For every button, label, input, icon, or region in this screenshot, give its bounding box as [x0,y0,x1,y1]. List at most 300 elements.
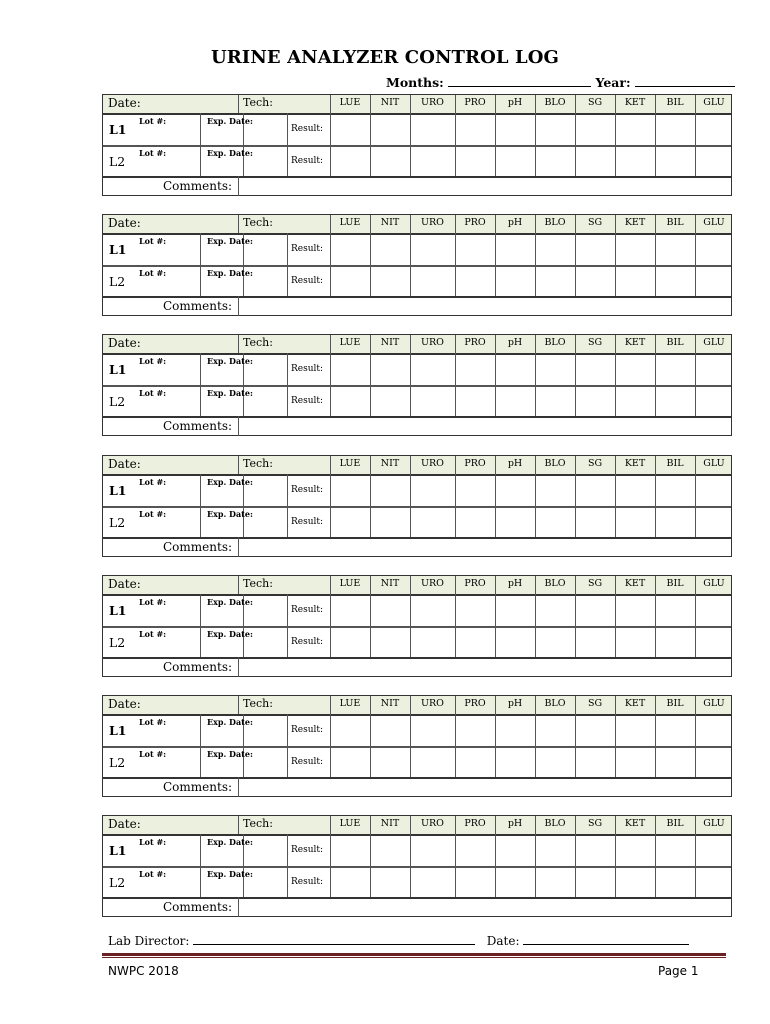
column-divider [287,233,288,296]
result-cell-ket[interactable] [616,476,654,504]
result-cell-sg[interactable] [576,476,614,504]
result-cell-pro[interactable] [456,596,494,624]
column-header-ph: pH [507,578,523,589]
column-divider [200,113,201,176]
column-divider [535,335,536,353]
result-label: Result: [291,124,324,134]
comments-field[interactable] [240,418,730,434]
result-cell-pro[interactable] [456,508,494,536]
exp-date-label: Exp. Date: [207,749,253,759]
result-cell-ph[interactable] [496,508,534,536]
result-cell-ph[interactable] [496,476,534,504]
result-cell-nit[interactable] [371,235,409,263]
result-cell-uro[interactable] [411,716,454,744]
column-divider [410,95,411,113]
result-cell-uro[interactable] [411,868,454,896]
column-divider [615,95,616,113]
result-cell-uro[interactable] [411,387,454,415]
column-divider [200,594,201,657]
comments-field[interactable] [240,539,730,555]
lab-director-line [108,933,689,948]
column-divider [200,353,201,416]
column-divider [370,816,371,834]
column-header-bil: BIL [666,97,684,108]
result-cell-uro[interactable] [411,355,454,383]
column-divider [330,456,331,474]
result-cell-bil[interactable] [656,387,694,415]
result-cell-glu[interactable] [696,596,732,624]
level-label-l1: L1 [109,483,127,498]
result-cell-bil[interactable] [656,716,694,744]
column-header-lue: LUE [339,337,361,348]
result-label: Result: [291,244,324,254]
level-label-l2: L2 [109,274,126,289]
result-cell-blo[interactable] [536,836,574,864]
column-header-lue: LUE [339,818,361,829]
column-divider [575,816,576,834]
column-header-glu: GLU [703,97,725,108]
comments-label: Comments: [163,780,233,794]
result-label: Result: [291,276,324,286]
result-cell-ket[interactable] [616,716,654,744]
year-field[interactable] [635,75,735,87]
result-cell-uro[interactable] [411,147,454,175]
lot-number-label: Lot #: [139,388,167,398]
result-cell-lue[interactable] [331,147,369,175]
result-cell-ket[interactable] [616,748,654,776]
result-cell-blo[interactable] [536,235,574,263]
result-cell-lue[interactable] [331,628,369,656]
result-label: Result: [291,517,324,527]
result-cell-bil[interactable] [656,628,694,656]
result-cell-nit[interactable] [371,716,409,744]
comments-field[interactable] [240,899,730,915]
level-label-l1: L1 [109,723,127,738]
result-label: Result: [291,637,324,647]
result-cell-glu[interactable] [696,868,732,896]
comments-label: Comments: [163,900,233,914]
column-divider [330,95,331,113]
result-cell-uro[interactable] [411,836,454,864]
level-label-l2: L2 [109,394,126,409]
result-cell-lue[interactable] [331,508,369,536]
column-header-blo: BLO [544,578,566,589]
result-cell-blo[interactable] [536,628,574,656]
column-header-sg: SG [587,217,603,228]
result-cell-sg[interactable] [576,235,614,263]
result-cell-lue[interactable] [331,596,369,624]
result-cell-uro[interactable] [411,235,454,263]
result-cell-glu[interactable] [696,476,732,504]
result-cell-bil[interactable] [656,476,694,504]
comments-field[interactable] [240,659,730,675]
result-cell-glu[interactable] [696,147,732,175]
result-cell-ph[interactable] [496,716,534,744]
result-cell-pro[interactable] [456,115,494,143]
result-cell-uro[interactable] [411,508,454,536]
tech-label: Tech: [243,577,273,590]
result-cell-ket[interactable] [616,868,654,896]
column-divider [655,215,656,233]
result-cell-glu[interactable] [696,355,732,383]
tech-label: Tech: [243,96,273,109]
column-divider [455,335,456,353]
lot-number-label: Lot #: [139,148,167,158]
result-cell-bil[interactable] [656,868,694,896]
column-header-ket: KET [624,97,646,108]
column-header-blo: BLO [544,818,566,829]
result-cell-pro[interactable] [456,748,494,776]
comments-field[interactable] [240,779,730,795]
sign-date-field[interactable] [523,933,689,945]
column-divider [370,696,371,714]
level-label-l1: L1 [109,362,127,377]
result-cell-sg[interactable] [576,868,614,896]
result-cell-glu[interactable] [696,115,732,143]
result-label: Result: [291,845,324,855]
result-cell-ph[interactable] [496,387,534,415]
column-header-lue: LUE [339,698,361,709]
exp-date-label: Exp. Date: [207,597,253,607]
result-cell-nit[interactable] [371,147,409,175]
column-header-pro: PRO [464,217,486,228]
result-cell-nit[interactable] [371,748,409,776]
column-divider [238,335,239,353]
result-cell-sg[interactable] [576,115,614,143]
result-cell-bil[interactable] [656,115,694,143]
result-cell-glu[interactable] [696,716,732,744]
column-divider [535,456,536,474]
control-entry-block [102,214,732,316]
column-divider [370,456,371,474]
column-divider [238,576,239,594]
exp-date-label: Exp. Date: [207,869,253,879]
level-label-l1: L1 [109,603,127,618]
result-label: Result: [291,725,324,735]
lot-number-label: Lot #: [139,356,167,366]
result-cell-glu[interactable] [696,235,732,263]
result-cell-lue[interactable] [331,267,369,295]
column-header-glu: GLU [703,578,725,589]
result-cell-pro[interactable] [456,387,494,415]
result-cell-bil[interactable] [656,267,694,295]
level-label-l2: L2 [109,515,126,530]
result-cell-nit[interactable] [371,115,409,143]
column-divider [535,696,536,714]
result-cell-ph[interactable] [496,267,534,295]
result-cell-ket[interactable] [616,147,654,175]
column-header-uro: URO [421,337,444,348]
column-divider [200,233,201,296]
column-header-nit: NIT [380,698,400,709]
control-entry-block [102,815,732,917]
column-header-sg: SG [587,818,603,829]
column-header-glu: GLU [703,337,725,348]
result-cell-ket[interactable] [616,596,654,624]
result-cell-ph[interactable] [496,748,534,776]
result-cell-nit[interactable] [371,628,409,656]
result-cell-ph[interactable] [496,596,534,624]
result-cell-lue[interactable] [331,868,369,896]
column-header-ph: pH [507,698,523,709]
result-cell-blo[interactable] [536,355,574,383]
result-cell-pro[interactable] [456,355,494,383]
column-divider [695,816,696,834]
column-header-sg: SG [587,97,603,108]
comments-field[interactable] [240,298,730,314]
column-divider [655,456,656,474]
result-cell-glu[interactable] [696,267,732,295]
column-header-sg: SG [587,458,603,469]
column-divider [535,816,536,834]
column-header-ket: KET [624,458,646,469]
result-cell-ket[interactable] [616,267,654,295]
column-header-nit: NIT [380,578,400,589]
result-cell-blo[interactable] [536,476,574,504]
column-divider [200,714,201,777]
result-cell-blo[interactable] [536,596,574,624]
result-label: Result: [291,485,324,495]
column-header-bil: BIL [666,818,684,829]
year-label: Year: [595,75,631,90]
column-divider [455,576,456,594]
result-cell-bil[interactable] [656,235,694,263]
comments-field[interactable] [240,178,730,194]
result-cell-blo[interactable] [536,147,574,175]
lot-number-label: Lot #: [139,629,167,639]
column-divider [535,95,536,113]
column-divider [410,456,411,474]
result-cell-pro[interactable] [456,147,494,175]
result-cell-pro[interactable] [456,476,494,504]
result-cell-uro[interactable] [411,115,454,143]
column-divider [695,215,696,233]
lab-director-label: Lab Director: [108,934,190,948]
months-field[interactable] [448,75,591,87]
result-cell-ket[interactable] [616,508,654,536]
result-cell-ph[interactable] [496,836,534,864]
control-entry-block [102,334,732,436]
result-cell-sg[interactable] [576,716,614,744]
date-label: Date: [108,336,141,350]
lot-number-label: Lot #: [139,236,167,246]
column-divider [238,95,239,113]
column-divider [238,215,239,233]
column-divider [615,335,616,353]
result-cell-sg[interactable] [576,355,614,383]
column-divider [695,335,696,353]
column-header-bil: BIL [666,337,684,348]
result-cell-pro[interactable] [456,628,494,656]
result-cell-ket[interactable] [616,628,654,656]
result-cell-bil[interactable] [656,748,694,776]
column-divider [410,696,411,714]
column-header-glu: GLU [703,698,725,709]
column-divider [455,816,456,834]
result-cell-blo[interactable] [536,115,574,143]
result-cell-lue[interactable] [331,716,369,744]
result-cell-ket[interactable] [616,235,654,263]
result-cell-lue[interactable] [331,836,369,864]
comments-divider [238,897,239,917]
column-divider [287,353,288,416]
date-label: Date: [108,96,141,110]
column-divider [575,335,576,353]
result-cell-pro[interactable] [456,716,494,744]
column-header-pro: PRO [464,818,486,829]
column-divider [370,95,371,113]
result-cell-bil[interactable] [656,596,694,624]
result-cell-pro[interactable] [456,235,494,263]
level-label-l2: L2 [109,154,126,169]
result-cell-lue[interactable] [331,748,369,776]
tech-label: Tech: [243,817,273,830]
control-entry-block [102,575,732,677]
column-divider [575,456,576,474]
result-cell-lue[interactable] [331,387,369,415]
result-cell-sg[interactable] [576,596,614,624]
column-header-nit: NIT [380,217,400,228]
result-cell-ph[interactable] [496,147,534,175]
column-divider [287,834,288,897]
result-cell-ket[interactable] [616,355,654,383]
column-header-ph: pH [507,458,523,469]
result-cell-nit[interactable] [371,387,409,415]
comments-label: Comments: [163,419,233,433]
result-cell-pro[interactable] [456,836,494,864]
control-entry-block [102,455,732,557]
result-cell-blo[interactable] [536,748,574,776]
result-cell-uro[interactable] [411,748,454,776]
result-cell-sg[interactable] [576,748,614,776]
column-divider [655,95,656,113]
result-cell-blo[interactable] [536,508,574,536]
column-divider [330,696,331,714]
result-cell-ph[interactable] [496,628,534,656]
column-divider [495,456,496,474]
result-cell-nit[interactable] [371,596,409,624]
result-cell-nit[interactable] [371,476,409,504]
column-divider [615,816,616,834]
result-cell-sg[interactable] [576,267,614,295]
result-cell-pro[interactable] [456,267,494,295]
lab-director-field[interactable] [193,933,475,945]
result-cell-bil[interactable] [656,508,694,536]
result-cell-nit[interactable] [371,836,409,864]
comments-label: Comments: [163,540,233,554]
column-header-glu: GLU [703,217,725,228]
column-header-lue: LUE [339,217,361,228]
result-cell-sg[interactable] [576,387,614,415]
level-label-l2: L2 [109,755,126,770]
result-cell-lue[interactable] [331,355,369,383]
column-divider [330,816,331,834]
date-label: Date: [108,457,141,471]
comments-label: Comments: [163,660,233,674]
column-header-uro: URO [421,217,444,228]
tech-label: Tech: [243,697,273,710]
result-cell-sg[interactable] [576,147,614,175]
result-cell-uro[interactable] [411,628,454,656]
exp-date-label: Exp. Date: [207,236,253,246]
result-cell-uro[interactable] [411,267,454,295]
result-cell-glu[interactable] [696,628,732,656]
column-divider [695,576,696,594]
tech-label: Tech: [243,457,273,470]
result-cell-ph[interactable] [496,355,534,383]
result-cell-uro[interactable] [411,596,454,624]
result-cell-nit[interactable] [371,355,409,383]
result-cell-ket[interactable] [616,387,654,415]
result-cell-pro[interactable] [456,868,494,896]
column-divider [535,215,536,233]
result-cell-bil[interactable] [656,147,694,175]
result-cell-sg[interactable] [576,508,614,536]
result-cell-blo[interactable] [536,267,574,295]
column-header-ph: pH [507,818,523,829]
result-cell-ket[interactable] [616,836,654,864]
column-divider [410,576,411,594]
column-header-bil: BIL [666,698,684,709]
result-cell-glu[interactable] [696,387,732,415]
result-cell-uro[interactable] [411,476,454,504]
months-year-line [386,75,735,90]
result-cell-ph[interactable] [496,115,534,143]
result-cell-nit[interactable] [371,508,409,536]
column-divider [200,834,201,897]
result-cell-bil[interactable] [656,836,694,864]
column-divider [287,474,288,537]
result-cell-glu[interactable] [696,836,732,864]
result-cell-sg[interactable] [576,628,614,656]
result-cell-ph[interactable] [496,235,534,263]
result-cell-lue[interactable] [331,235,369,263]
result-cell-blo[interactable] [536,868,574,896]
result-cell-blo[interactable] [536,387,574,415]
result-cell-glu[interactable] [696,508,732,536]
sign-date-label: Date: [486,934,520,948]
column-divider [370,335,371,353]
column-divider [455,215,456,233]
lot-number-label: Lot #: [139,749,167,759]
result-cell-sg[interactable] [576,836,614,864]
comments-divider [238,777,239,797]
comments-divider [238,296,239,316]
footer-rule-thin [102,957,726,958]
column-header-lue: LUE [339,578,361,589]
column-header-blo: BLO [544,337,566,348]
result-cell-lue[interactable] [331,476,369,504]
result-cell-nit[interactable] [371,868,409,896]
level-label-l1: L1 [109,843,127,858]
exp-date-label: Exp. Date: [207,629,253,639]
column-divider [495,95,496,113]
column-header-ph: pH [507,97,523,108]
page-title: URINE ANALYZER CONTROL LOG [210,47,560,68]
comments-divider [238,416,239,436]
result-cell-ph[interactable] [496,868,534,896]
result-cell-bil[interactable] [656,355,694,383]
result-cell-blo[interactable] [536,716,574,744]
result-cell-lue[interactable] [331,115,369,143]
column-header-glu: GLU [703,818,725,829]
column-divider [330,576,331,594]
result-cell-glu[interactable] [696,748,732,776]
result-cell-ket[interactable] [616,115,654,143]
result-label: Result: [291,757,324,767]
result-cell-nit[interactable] [371,267,409,295]
date-label: Date: [108,216,141,230]
